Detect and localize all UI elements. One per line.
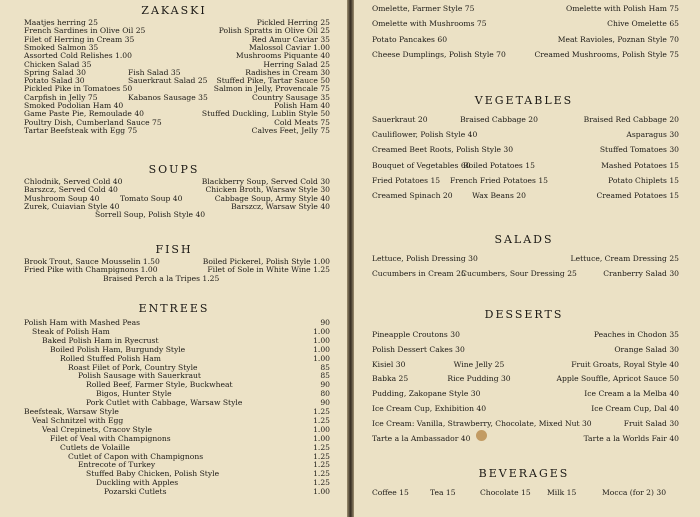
vegetables-menu-row (354, 145, 679, 155)
vegetables-menu-item: Boiled Potatoes 15 (463, 160, 535, 170)
book-gutter (347, 0, 354, 517)
entrees-menu-item: 1.25 (313, 451, 330, 461)
soups-menu-item: Blackberry Soup, Served Cold 30 (201, 177, 330, 186)
entrees-menu-item: 80 (320, 389, 330, 399)
eggs-menu-item: Chive Omelette 65 (607, 19, 679, 29)
salads-menu-item: Cucumbers in Cream 25 (372, 269, 466, 279)
desserts-menu-item: Kisiel 30 (372, 359, 406, 369)
desserts-menu-item: Ice Cream Cup, Dal 40 (591, 404, 679, 413)
desserts-menu-row (354, 434, 679, 444)
zakaski-menu-item: Stuffed Duckling, Lublin Style 50 (201, 109, 330, 119)
desserts-menu-item: Orange Salad 30 (614, 344, 679, 354)
beverages-heading: BEVERAGES (478, 467, 570, 480)
desserts-menu-item: Fruit Groats, Royal Style 40 (571, 359, 679, 369)
fish-menu-item: Fried Pike with Champignons 1.00 (24, 265, 158, 275)
zakaski-menu-item: Fish Salad 35 (128, 67, 181, 77)
zakaski-menu-item: Mushrooms Piquante 40 (235, 51, 330, 61)
zakaski-menu-item: Chicken Salad 35 (24, 59, 92, 69)
vegetables-menu-item: Creamed Potatoes 15 (596, 191, 679, 200)
desserts-menu-item: Pineapple Croutons 30 (372, 330, 460, 339)
vegetables-menu-item: Wax Beans 20 (472, 191, 526, 200)
entrees-menu-item: 1.00 (313, 344, 330, 354)
fish-menu-row (0, 274, 330, 284)
desserts-menu-item: Tarte a la Worlds Fair 40 (583, 433, 679, 443)
entrees-heading: ENTREES (138, 302, 210, 315)
entrees-menu-item: 1.25 (313, 478, 330, 488)
zakaski-menu-item: Sauerkraut Salad 25 (128, 76, 208, 86)
vegetables-menu-item: Potato Chiplets 15 (608, 175, 679, 185)
desserts-menu-row (354, 419, 679, 429)
beverages-row (354, 488, 679, 498)
zakaski-menu-item: Filet of Herring in Cream 35 (24, 34, 135, 44)
entrees-menu-item: Pozarski Cutlets (104, 487, 167, 497)
beverages-menu-item: Milk 15 (547, 488, 577, 497)
entrees-menu-item: 85 (320, 362, 330, 372)
zakaski-menu-item: Calves Feet, Jelly 75 (251, 125, 330, 135)
entrees-menu-item: 1.25 (313, 442, 330, 452)
desserts-menu-item: Ice Cream Cup, Exhibition 40 (372, 404, 487, 413)
entrees-menu-item: Rolled Beef, Farmer Style, Buckwheat (86, 380, 233, 390)
desserts-menu-item: Polish Dessert Cakes 30 (372, 344, 465, 354)
vegetables-menu-item: French Fried Potatoes 15 (450, 175, 548, 185)
zakaski-menu-item: Smoked Salmon 35 (24, 42, 99, 52)
zakaski-menu-item: Game Paste Pie, Remoulade 40 (24, 109, 144, 119)
zakaski-menu-item: Carpfish in Jelly 75 (24, 92, 98, 102)
vegetables-menu-item: Bouquet of Vegetables 60 (372, 160, 471, 170)
vegetables-menu-item: Braised Cabbage 20 (460, 115, 538, 124)
desserts-menu-row (354, 330, 679, 340)
entrees-menu-item: Rolled Stuffed Polish Ham (60, 353, 162, 363)
zakaski-menu-item: Malossol Caviar 1.00 (248, 42, 330, 52)
entrees-menu-item: 1.00 (313, 326, 330, 336)
entrees-menu-item: 1.00 (313, 353, 330, 363)
eggs-menu-item: Omelette, Farmer Style 75 (372, 4, 475, 13)
entrees-menu-item: 85 (320, 371, 330, 381)
zakaski-menu-item: Poultry Dish, Cumberland Sauce 75 (24, 117, 162, 127)
salads-menu-row (354, 254, 679, 264)
salads-menu-item: Lettuce, Cream Dressing 25 (570, 254, 679, 263)
fish-menu-item: Brook Trout, Sauce Mousselin 1.50 (24, 257, 160, 266)
desserts-menu-item: Wine Jelly 25 (453, 359, 505, 369)
soups-menu-item: Barszcz, Warsaw Style 40 (231, 201, 330, 211)
vegetables-menu-item: Fried Potatoes 15 (372, 175, 441, 185)
eggs-menu-row (354, 19, 679, 29)
vegetables-menu-item: Stuffed Tomatoes 30 (599, 145, 679, 155)
zakaski-menu-item: Maatjes herring 25 (24, 18, 98, 27)
zakaski-menu-item: Smoked Podolian Ham 40 (24, 101, 124, 110)
vegetables-menu-row (354, 191, 679, 201)
stain-mark (476, 430, 487, 441)
desserts-menu-item: Tarte a la Ambassador 40 (372, 433, 471, 443)
eggs-menu-row (354, 35, 679, 45)
zakaski-menu-item: Polish Ham 40 (274, 101, 330, 110)
entrees-menu-item: Filet of Veal with Champignons (50, 433, 171, 443)
entrees-menu-item: 1.00 (313, 424, 330, 434)
zakaski-menu-item: Polish Spratts in Olive Oil 25 (218, 26, 330, 36)
zakaski-menu-item: Country Sausage 35 (251, 92, 330, 102)
vegetables-menu-row (354, 176, 679, 186)
desserts-menu-row (354, 360, 679, 370)
zakaski-menu-item: Kabanos Sausage 35 (128, 92, 208, 102)
zakaski-menu-row (0, 126, 330, 136)
soups-menu-item: Mushroom Soup 40 (24, 193, 100, 203)
zakaski-menu-item: Cold Meats 75 (274, 117, 330, 127)
entrees-menu-item: 1.25 (313, 407, 330, 416)
desserts-menu-row (354, 389, 679, 399)
soups-menu-item: Tomato Soup 40 (120, 193, 183, 203)
salads-menu-item: Cranberry Salad 30 (603, 269, 679, 279)
eggs-menu-item: Cheese Dumplings, Polish Style 70 (372, 50, 506, 60)
zakaski-menu-item: Pickled Pike in Tomatoes 50 (24, 84, 133, 94)
vegetables-menu-item: Asparagus 30 (626, 130, 679, 140)
desserts-menu-item: Peaches in Chodon 35 (593, 330, 679, 339)
entrees-menu-item: 1.00 (313, 335, 330, 345)
vegetables-menu-item: Cauliflower, Polish Style 40 (372, 130, 478, 140)
entrees-menu-item: Cutlet of Capon with Champignons (68, 451, 204, 461)
desserts-menu-item: Rice Pudding 30 (447, 374, 511, 384)
beverages-menu-item: Coffee 15 (372, 488, 409, 497)
desserts-heading: DESSERTS (484, 308, 564, 321)
entrees-menu-item: Polish Sausage with Sauerkraut (78, 371, 201, 381)
entrees-menu-item: Boiled Polish Ham, Burgundy Style (50, 344, 186, 354)
zakaski-menu-item: Herring Salad 25 (263, 59, 330, 69)
vegetables-menu-row (354, 115, 679, 125)
entrees-menu-item: Baked Polish Ham in Ryecrust (42, 335, 159, 345)
entrees-menu-item: 1.25 (313, 469, 330, 479)
soups-heading: SOUPS (148, 163, 200, 176)
beverages-menu-item: Mocca (for 2) 30 (602, 488, 667, 497)
eggs-menu-row (354, 4, 679, 14)
soups-menu-item: Chlodnik, Served Cold 40 (24, 177, 123, 186)
desserts-menu-row (354, 404, 679, 414)
entrees-menu-item: 1.25 (313, 460, 330, 470)
entrees-menu-item: Veal Schnitzel with Egg (32, 415, 124, 425)
eggs-menu-row (354, 50, 679, 60)
entrees-menu-item: Steak of Polish Ham (32, 326, 110, 336)
desserts-menu-item: Apple Souffle, Apricot Sauce 50 (556, 374, 679, 384)
entrees-menu-item: Roast Filet of Pork, Country Style (68, 362, 198, 372)
desserts-menu-item: Babka 25 (372, 374, 409, 384)
vegetables-menu-item: Creamed Beet Roots, Polish Style 30 (372, 145, 514, 155)
eggs-menu-item: Potato Pancakes 60 (372, 34, 448, 44)
entrees-menu-item: 90 (320, 398, 330, 408)
vegetables-menu-item: Mashed Potatoes 15 (601, 160, 679, 170)
entrees-menu-item: Duckling with Apples (96, 478, 179, 488)
entrees-menu-item: 1.00 (313, 487, 330, 497)
desserts-menu-row (354, 374, 679, 384)
vegetables-heading: VEGETABLES (474, 94, 574, 107)
zakaski-menu-item: Pickled Herring 25 (256, 18, 330, 27)
salads-menu-row (354, 269, 679, 279)
entrees-menu-item: 90 (320, 318, 330, 327)
eggs-menu-item: Meat Ravioles, Poznan Style 70 (557, 34, 679, 44)
fish-menu-item: Braised Perch a la Tripes 1.25 (103, 273, 220, 283)
zakaski-menu-item: Tartar Beefsteak with Egg 75 (24, 125, 138, 135)
eggs-menu-item: Omelette with Mushrooms 75 (372, 19, 487, 29)
vegetables-menu-item: Sauerkraut 20 (372, 115, 428, 124)
zakaski-heading: ZAKASKI (141, 4, 207, 17)
beverages-menu-item: Chocolate 15 (480, 488, 531, 497)
zakaski-menu-item: Spring Salad 30 (24, 67, 86, 77)
vegetables-menu-row (354, 130, 679, 140)
entrees-menu-item: Beefsteak, Warsaw Style (24, 407, 119, 416)
desserts-menu-item: Ice Cream a la Melba 40 (584, 389, 679, 399)
entrees-menu-item: Pork Cutlet with Cabbage, Warsaw Style (86, 398, 243, 408)
entrees-menu-item: 1.25 (313, 415, 330, 425)
salads-menu-item: Cucumbers, Sour Dressing 25 (461, 269, 577, 279)
eggs-menu-item: Omelette with Polish Ham 75 (566, 4, 679, 13)
salads-heading: SALADS (494, 233, 554, 246)
entrees-menu-item: 1.00 (313, 433, 330, 443)
soups-menu-item: Barszcz, Served Cold 40 (24, 185, 118, 195)
left-menu-page (0, 0, 347, 517)
desserts-menu-item: Ice Cream: Vanilla, Strawberry, Chocolate, Mixed Nut 30 (372, 418, 592, 428)
entrees-menu-item: Veal Crepinets, Cracov Style (42, 424, 152, 434)
soups-menu-item: Sorrell Soup, Polish Style 40 (95, 210, 206, 220)
zakaski-menu-item: Radishes in Cream 30 (245, 67, 330, 77)
zakaski-menu-item: Potato Salad 30 (24, 76, 85, 86)
vegetables-menu-item: Braised Red Cabbage 20 (583, 115, 679, 124)
entrees-menu-item: Cutlets de Volaille (60, 442, 130, 452)
desserts-menu-item: Fruit Salad 30 (623, 418, 679, 428)
entrees-menu-item: Stuffed Baby Chicken, Polish Style (86, 469, 220, 479)
salads-menu-item: Lettuce, Polish Dressing 30 (372, 254, 478, 263)
eggs-menu-item: Creamed Mushrooms, Polish Style 75 (534, 50, 679, 60)
soups-menu-item: Zurek, Cuiavian Style 40 (24, 201, 120, 211)
fish-heading: FISH (155, 243, 193, 256)
right-menu-page (354, 0, 700, 517)
soups-menu-row (0, 210, 330, 220)
beverages-menu-item: Tea 15 (430, 488, 456, 497)
zakaski-menu-item: Salmon in Jelly, Provencale 75 (213, 84, 330, 94)
soups-menu-item: Cabbage Soup, Army Style 40 (214, 193, 330, 203)
entrees-menu-item: Polish Ham with Mashed Peas (24, 318, 141, 327)
entrees-menu-item: Entrecote of Turkey (78, 460, 156, 470)
vegetables-menu-item: Creamed Spinach 20 (372, 191, 453, 200)
vegetables-menu-row (354, 161, 679, 171)
zakaski-menu-item: Assorted Cold Relishes 1.00 (24, 51, 132, 61)
soups-menu-item: Chicken Broth, Warsaw Style 30 (205, 185, 330, 195)
desserts-menu-row (354, 345, 679, 355)
zakaski-menu-item: Stuffed Pike, Tartar Sauce 50 (216, 76, 330, 86)
entrees-menu-item: 90 (320, 380, 330, 390)
fish-menu-item: Filet of Sole in White Wine 1.25 (207, 265, 330, 275)
entrees-menu-item: Bigos, Hunter Style (96, 389, 172, 399)
zakaski-menu-item: French Sardines in Olive Oil 25 (24, 26, 146, 36)
fish-menu-item: Boiled Pickerel, Polish Style 1.00 (202, 257, 330, 266)
zakaski-menu-item: Red Amur Caviar 35 (251, 34, 330, 44)
entrees-menu-row (0, 487, 330, 497)
desserts-menu-item: Pudding, Zakopane Style 30 (372, 389, 481, 399)
